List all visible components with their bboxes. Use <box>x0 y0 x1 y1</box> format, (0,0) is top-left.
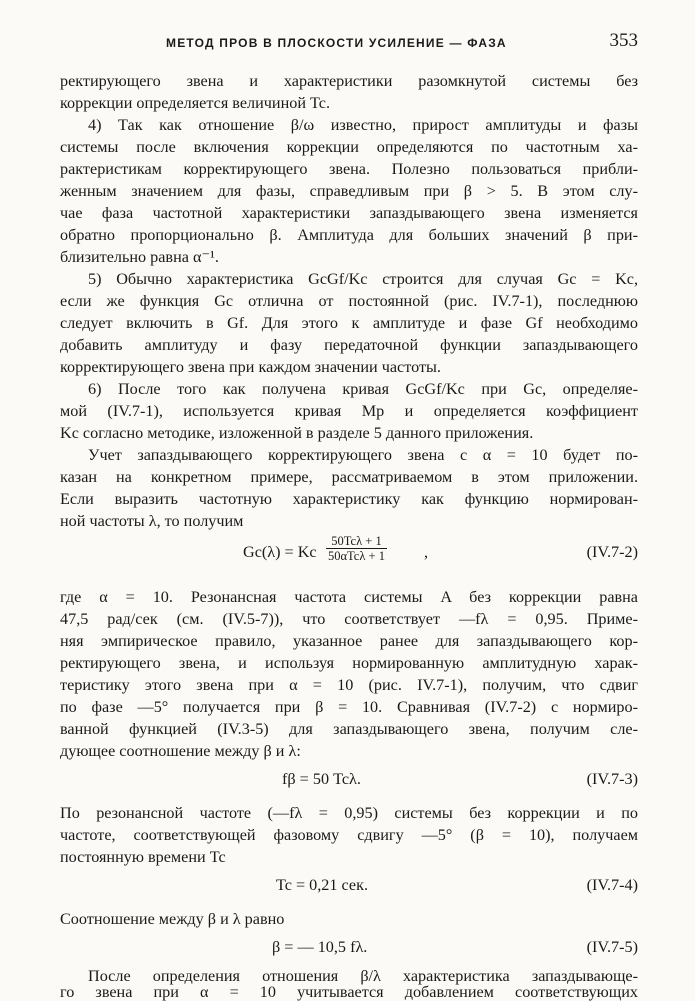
text-line: 47,5 рад/сек (см. (IV.5-7)), что соответствует —fλ = 0,95. Приме- <box>60 610 638 628</box>
text-line: следует включить в Gf. Для этого к амплитуде и фазе Gf необходимо <box>60 314 638 332</box>
text-line: корректирующего звена при каждом значении частоты. <box>60 358 441 376</box>
formula-tail: , <box>424 543 429 561</box>
text-line: близительно равна α⁻¹. <box>60 248 219 266</box>
text-line: где α = 10. Резонансная частота системы A без коррекции равна <box>60 588 638 606</box>
fraction-numerator: 50Tcλ + 1 <box>331 534 382 548</box>
formula-body: Tc = 0,21 сек. <box>276 876 369 894</box>
text-line: коррекции определяется величиной Tc. <box>60 94 331 112</box>
formula-fraction <box>326 534 387 563</box>
text-line: если же функция Gc отлична от постоянной (рис. IV.7-1), последнюю <box>60 292 638 310</box>
text-line: Учет запаздывающего корректирующего звена с α = 10 будет по- <box>88 446 638 464</box>
text-line: теристику этого звена при α = 10 (рис. IV.7-1), получим, что сдвиг <box>60 676 638 694</box>
text-line: Соотношение между β и λ равно <box>60 910 285 928</box>
text-line: женным значением для фазы, справедливым при β > 5. В этом слу- <box>60 182 638 200</box>
equation-number: (IV.7-2) <box>586 543 638 561</box>
text-line: обратно пропорционально β. Амплитуда для больших значений β при- <box>60 226 638 244</box>
text-line: ванной функцией (IV.3-5) для запаздывающего звена, получим сле- <box>60 720 638 738</box>
text-line: дующее соотношение между β и λ: <box>60 742 301 760</box>
text-line: ной частоты λ, то получим <box>60 512 244 530</box>
formula-iv-7-3 <box>60 770 638 798</box>
text-line: го звена при α = 10 учитывается добавлением соответствующих <box>60 983 638 1001</box>
text-line: рактеристикам корректирующего звена. Полезно пользоваться прибли- <box>60 160 638 178</box>
text-line: мой (IV.7-1), используется кривая Mp и определяется коэффициент <box>60 402 638 420</box>
text-line: ректирующего звена и характеристики разомкнутой системы без <box>60 72 638 90</box>
text-line: чае фаза частотной характеристики запаздывающего звена изменяется <box>60 204 638 222</box>
text-line: Kc согласно методике, изложенной в разделе 5 данного приложения. <box>60 424 534 442</box>
text-line: После определения отношения β/λ характеристика запаздывающе- <box>88 967 638 985</box>
page-number: 353 <box>609 30 638 51</box>
formula-iv-7-4 <box>60 876 638 904</box>
text-line: 4) Так как отношение β/ω известно, прирост амплитуды и фазы <box>88 116 638 134</box>
running-title: МЕТОД ПРОВ В ПЛОСКОСТИ УСИЛЕНИЕ — ФАЗА <box>166 36 507 50</box>
equation-number: (IV.7-3) <box>586 770 638 788</box>
text-line: Если выразить частотную характеристику как функцию нормирован- <box>60 490 638 508</box>
formula-lhs: Gc(λ) = Kc <box>243 543 317 561</box>
text-line: По резонансной частоте (—fλ = 0,95) системы без коррекции и по <box>60 804 638 822</box>
page-header <box>60 30 638 56</box>
formula-body: fβ = 50 Tcλ. <box>282 770 361 788</box>
text-line: частоте, соответствующей фазовому сдвигу —5° (β = 10), получаем <box>60 826 638 844</box>
formula-iv-7-2 <box>60 480 638 508</box>
text-line: системы после включения коррекции определяются по частотным ха- <box>60 138 638 156</box>
formula-iv-7-2-row <box>60 534 638 568</box>
equation-number: (IV.7-4) <box>586 876 638 894</box>
text-line: по фазе —5° получается при β = 10. Сравнивая (IV.7-2) с нормиро- <box>60 698 638 716</box>
text-line: няя эмпирическое правило, указанное ранее для запаздывающего кор- <box>60 632 638 650</box>
text-line: постоянную времени Tc <box>60 848 226 866</box>
text-line: 5) Обычно характеристика GcGf/Kc строится для случая Gc = Kc, <box>88 270 638 288</box>
equation-number: (IV.7-5) <box>586 938 638 956</box>
text-line: ректирующего звена, и используя нормированную амплитудную харак- <box>60 654 638 672</box>
text-line: казан на конкретном примере, рассматриваемом в этом приложении. <box>60 468 638 486</box>
text-line: добавить амплитуду и фазу передаточной функции запаздывающего <box>60 336 638 354</box>
formula-iv-7-5 <box>60 938 638 966</box>
fraction-denominator: 50αTcλ + 1 <box>328 549 385 563</box>
formula-body: β = — 10,5 fλ. <box>272 938 368 956</box>
text-line: 6) После того как получена кривая GcGf/Kc при Gc, определяе- <box>88 380 638 398</box>
